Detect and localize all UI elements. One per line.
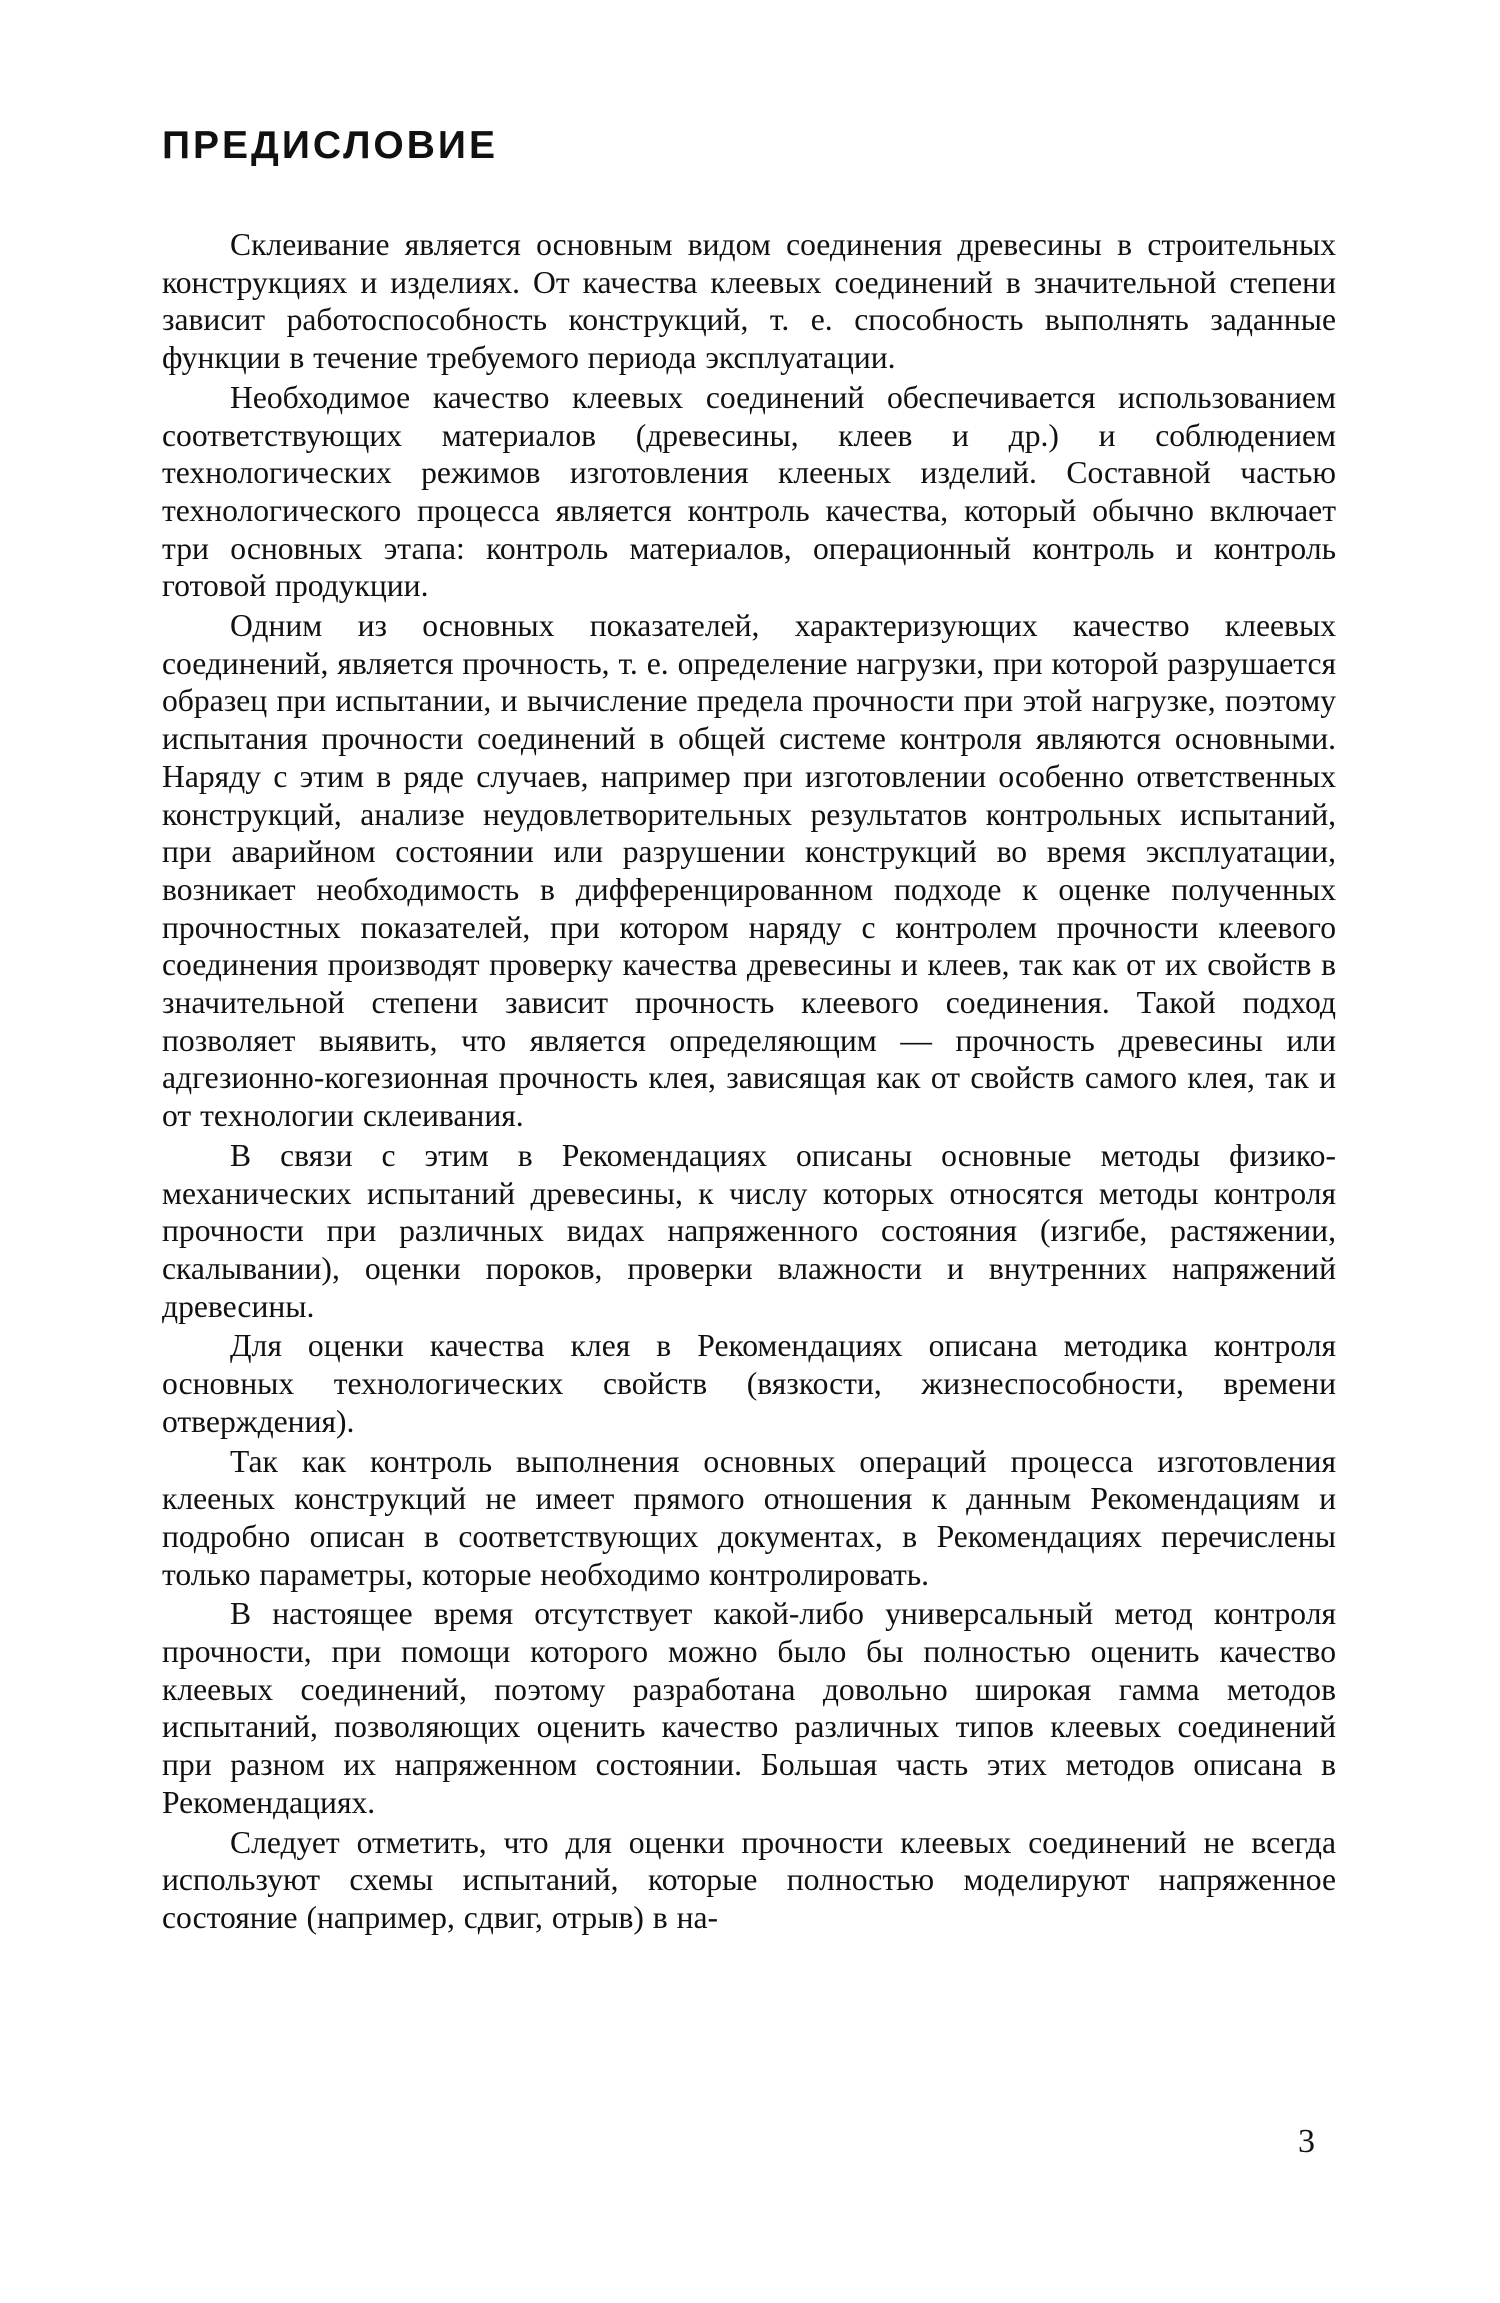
paragraph-6: Так как контроль выполнения основных операций процесса изготовления клееных конструкций не имеет прямого отношения к данным Рекомендациям и подробно описан в соответствующих документах, в Рекомендациях перечислены только параметры, которые необходимо контролировать. — [162, 1443, 1336, 1592]
paragraph-1: Склеивание является основным видом соединения древесины в строительных конструкциях и изделиях. От качества клеевых соединений в значительной степени зависит работоспособность конструкций, т. е. способность выполнять заданные функции в течение требуемого периода эксплуатации. — [162, 227, 1336, 376]
body-text — [162, 226, 1336, 1939]
paragraph-2: Необходимое качество клеевых соединений обеспечивается использованием соответствующих материалов (древесины, клеев и др.) и соблюдением технологических режимов изготовления клееных изделий. Составной частью технологического процесса является контроль качества, который обычно включает три основных этапа: контроль материалов, операционный контроль и контроль готовой продукции. — [162, 379, 1336, 604]
page-title: ПРЕДИСЛОВИЕ — [162, 124, 498, 167]
paragraph-5: Для оценки качества клея в Рекомендациях описана методика контроля основных технологических свойств (вязкости, жизнеспособности, времени отверждения). — [162, 1328, 1336, 1439]
page-number: 3 — [1298, 2123, 1315, 2160]
paragraph-8: Следует отметить, что для оценки прочности клеевых соединений не всегда используют схемы испытаний, которые полностью моделируют напряженное состояние (например, сдвиг, отрыв) в на- — [162, 1824, 1336, 1935]
paragraph-3: Одним из основных показателей, характеризующих качество клеевых соединений, является прочность, т. е. определение нагрузки, при которой разрушается образец при испытании, и вычисление предела прочности при этой нагрузке, поэтому испытания прочности соединений в общей системе контроля являются основными. Наряду с этим в ряде случаев, например при изготовлении особенно ответственных конструкций, анализе неудовлетворительных результатов контрольных испытаний, при аварийном состоянии или разрушении конструкций во время эксплуатации, возникает необходимость в дифференцированном подходе к оценке полученных прочностных показателей, при котором наряду с контролем прочности клеевого соединения производят проверку качества древесины и клеев, так как от их свойств в значительной степени зависит прочность клеевого соединения. Такой подход позволяет выявить, что является определяющим — прочность древесины или адгезионно-когезионная прочность клея, зависящая как от свойств самого клея, так и от технологии склеивания. — [162, 608, 1336, 1134]
paragraph-4: В связи с этим в Рекомендациях описаны основные методы физико-механических испытаний древесины, к числу которых относятся методы контроля прочности при различных видах напряженного состояния (изгибе, растяжении, скалывании), оценки пороков, проверки влажности и внутренних напряжений древесины. — [162, 1137, 1336, 1324]
paragraph-7: В настоящее время отсутствует какой-либо универсальный метод контроля прочности, при помощи которого можно было бы полностью оценить качество клеевых соединений, поэтому разработана довольно широкая гамма методов испытаний, позволяющих оценить качество различных типов клеевых соединений при разном их напряженном состоянии. Большая часть этих методов описана в Рекомендациях. — [162, 1596, 1336, 1820]
